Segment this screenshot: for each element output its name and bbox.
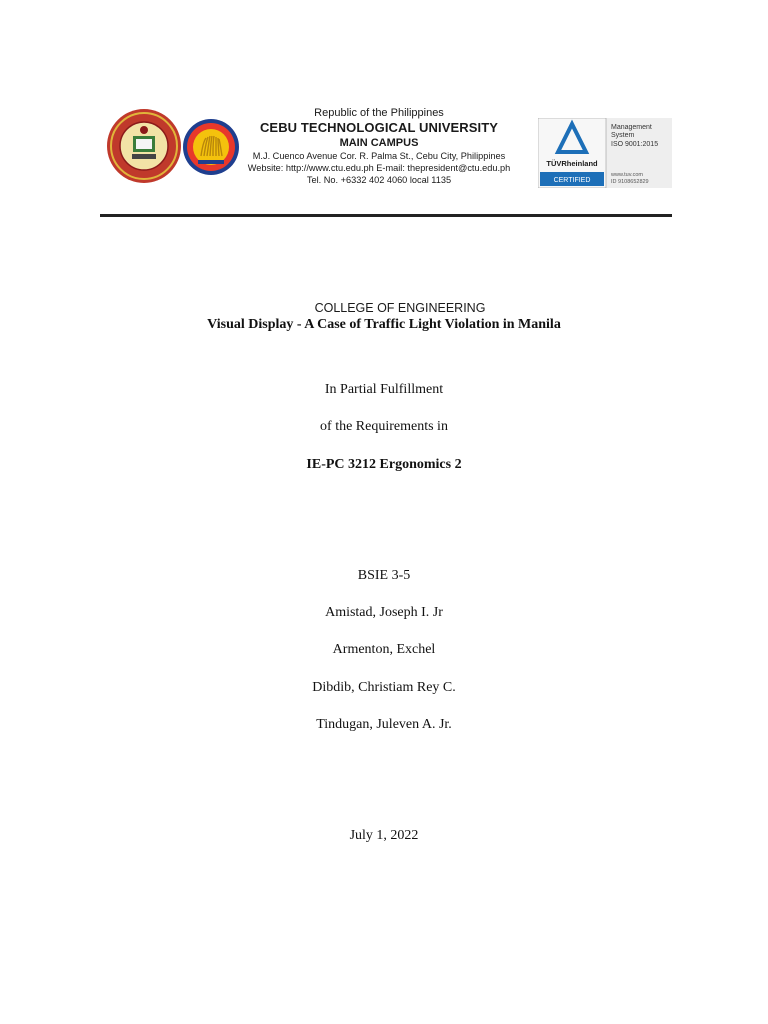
course-title: IE-PC 3212 Ergonomics 2 [306,457,462,472]
section-label: BSIE 3-5 [357,568,411,583]
asean-emblem-icon [182,118,240,176]
letterhead [100,100,672,315]
author-name: Amistad, Joseph I. Jr [325,605,443,620]
iso-certification-icon [538,118,672,188]
document-date: July 1, 2022 [349,828,419,843]
university-header-text [244,106,514,186]
cert-system-line-1: Management [611,124,652,131]
cert-id: ID 9108652829 [611,179,649,185]
university-contact: Website: http://www.ctu.edu.ph E-mail: thepresident@ctu.edu.ph [247,163,511,173]
author-name: Tindugan, Juleven A. Jr. [316,717,452,732]
university-address: M.J. Cuenco Avenue Cor. R. Palma St., Cebu City, Philippines [252,151,506,161]
author-name: Armenton, Exchel [332,642,436,657]
university-seal-icon [106,108,182,184]
document-title: Visual Display - A Case of Traffic Light Violation in Manila [207,317,561,332]
cert-system-line-2: System [611,132,635,139]
republic-label: Republic of the Philippines [314,107,444,119]
author-name: Dibdib, Christiam Rey C. [312,680,456,695]
cert-brand: TÜVRheinland [546,159,598,168]
fulfillment-line-2: of the Requirements in [320,419,448,434]
cert-web: www.tuv.com [611,172,643,178]
cert-standard: ISO 9001:2015 [611,141,659,148]
cert-status: CERTIFIED [553,177,591,184]
fulfillment-line-1: In Partial Fulfillment [324,382,444,397]
header-divider [100,214,672,217]
university-phone: Tel. No. +6332 402 4060 local 1135 [306,175,452,185]
campus-name: MAIN CAMPUS [339,137,419,149]
university-name: CEBU TECHNOLOGICAL UNIVERSITY [259,120,499,135]
college-name: COLLEGE OF ENGINEERING [314,301,486,315]
